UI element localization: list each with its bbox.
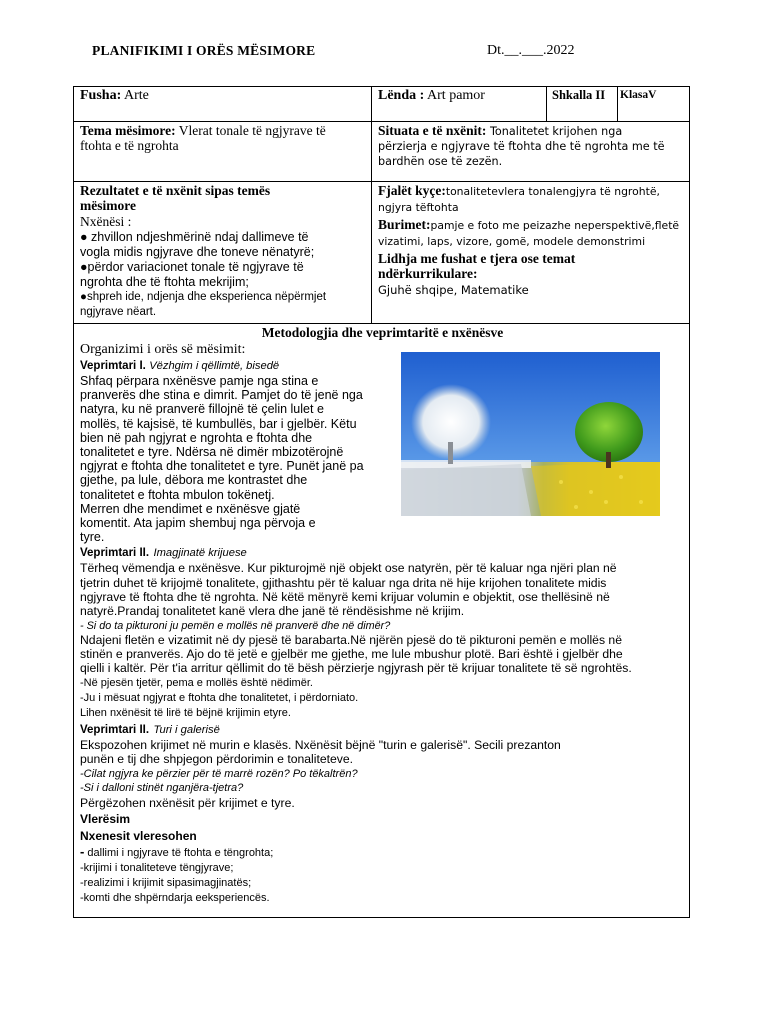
activity-2-step: -Ju i mësuat ngjyrat e ftohta dhe tonalitetet, i përdorniato. (80, 691, 359, 704)
activity-1-subtitle: Vëzhgim i qëllimtë, bisedë (149, 360, 280, 372)
activity-1-line: mollës, të kajsisë, të kumbullës, bar i gjelbër. Këtu (80, 416, 357, 431)
activity-1-line: pranverës dhe stina e dimrit. Pamjet do të jenë nga (80, 388, 363, 403)
column-divider (371, 86, 372, 323)
activity-2-label: Veprimtari II. (80, 547, 150, 560)
row-divider (73, 121, 690, 122)
activity-3-question: -Cilat ngjyra ke përzier për të marrë rozën? Po tëkaltrën? (80, 767, 358, 780)
activity-2-text-b (80, 633, 685, 676)
nxenesi-label: Nxënësi : (80, 214, 132, 229)
date-field: Dt.__.___.2022 (487, 43, 575, 58)
evaluation-item: -komti dhe shpërndarja eeksperiencës. (80, 891, 270, 904)
activity-3-subtitle: Turi i galerisë (153, 723, 220, 736)
activity-2-step: -Në pjesën tjetër, pema e mollës është nëdimër. (80, 676, 313, 689)
evaluation-subtitle: Nxenesit vleresohen (80, 828, 197, 843)
outcome-line: ● zhvillon ndjeshmërinë ndaj dallimeve të (80, 230, 309, 244)
situata-value: Tonalitetet krijohen nga (490, 125, 623, 138)
activity-3-question: -Si i dalloni stinët nganjëra-tjetra? (80, 781, 244, 794)
activity-1-line: tonalitetet e ftohta mbulon tokënetj. (80, 487, 275, 502)
lenda-value: Art pamor (427, 88, 485, 103)
evaluation-dash: - (80, 843, 85, 859)
evaluation-item: -realizimi i krijimit sipasimagjinatës; (80, 876, 252, 889)
lidhja-value: Gjuhë shqipe, Matematike (378, 283, 529, 297)
activity-2-line: Tërheq vëmendja e nxënësve. Kur pikturojmë një objekt ose natyrën, për të kaluar nga njëri plan në (80, 561, 617, 576)
fjalet-label: Fjalët kyçe: (378, 183, 446, 198)
burimet-value-line: vizatimi, laps, vizore, gomë, modele demonstrimi (378, 235, 646, 248)
activity-1-line: bien në pah ngjyrat e ngrohta e ftohta dhe (80, 430, 313, 445)
rezultatet-cell (80, 183, 368, 320)
fjalet-cell (378, 183, 688, 299)
activity-2-step: Lihen nxënësit të lirë të bëjnë krijimin etyre. (80, 706, 291, 719)
row-divider (73, 181, 690, 182)
organizimi-label: Organizimi i orës së mësimit: (80, 342, 246, 357)
activity-1-text (80, 374, 380, 544)
seasons-landscape-photo (401, 352, 660, 516)
burimet-value: pamje e foto me peizazhe neperspektivë,fletë (430, 219, 680, 232)
activity-2-question: - Si do ta pikturoni ju pemën e mollës në pranverë dhe në dimër? (80, 619, 391, 632)
activity-2-line: ngjyrave të ftohta dhe të ngrohta. Në këtë mënyrë kemi krijuar volumin e objektit, ose thellësinë në (80, 590, 610, 605)
outcome-line: ●përdor variacionet tonale të ngjyrave të (80, 260, 304, 274)
activity-2-line: natyrë.Prandaj tonalitetet kanë vlera dhe janë të rëndësishme në krijim. (80, 604, 465, 619)
evaluation-item: -krijimi i tonaliteteve tëngjyrave; (80, 861, 234, 874)
tema-cell (80, 123, 326, 153)
activity-1-line: ngjyrat e ftohta dhe tonalitetet e tyre. Punët janë pa (80, 459, 364, 474)
column-divider (617, 86, 618, 121)
activity-3-label: Veprimtari II. (80, 723, 150, 736)
activity-3-line: Ekspozohen krijimet në murin e klasës. Nxënësit bëjnë "turin e galerisë". Secili prezanton (80, 737, 561, 752)
situata-value-line: bardhën ose të zezën. (378, 155, 503, 168)
fusha-label: Fusha: (80, 88, 122, 103)
evaluation-label: Vlerësim (80, 811, 131, 826)
activity-3-end: Përgëzohen nxënësit për krijimet e tyre. (80, 795, 295, 810)
activity-2-subtitle: Imagjinatë krijuese (153, 547, 247, 560)
activity-3-line: punën e tij dhe shpjegon përdorimin e tonaliteteve. (80, 752, 354, 767)
seasons-image (401, 352, 660, 516)
burimet-label: Burimet: (378, 217, 431, 232)
activity-2-line: tjetrin duhet të krijojmë tonalitete, gjithashtu për të kaluar nga drita në hije krijohen tonalitete midis (80, 575, 607, 590)
fusha-value: Arte (123, 88, 149, 103)
lenda-label: Lënda : (378, 88, 425, 103)
rezultatet-label: mësimore (80, 198, 136, 213)
fusha-cell (80, 88, 149, 103)
outcome-line: vogla midis ngjyrave dhe toneve nënatyrë; (80, 245, 315, 259)
lidhja-label: ndërkurrikulare: (378, 266, 478, 281)
activity-1-line: komentit. Ata japim shembuj nga përvoja e (80, 516, 316, 531)
activity-2-line: Ndajeni fletën e vizatimit në dy pjesë të barabarta.Në njërën pjesë do të pikturoni pemën e mollës në (80, 632, 622, 647)
activity-1-line: Shfaq përpara nxënësve pamje nga stina e (80, 374, 319, 388)
lidhja-label: Lidhja me fushat e tjera ose temat (378, 251, 576, 266)
tema-value: Vlerat tonale të ngjyrave të (178, 123, 326, 138)
activity-2-line: stinën e pranverës. Ajo do të jetë e gjelbër me gjethe, me lule mbushur plotë. Bari është i gjelbër dhe (80, 646, 623, 661)
fjalet-value: tonalitetevlera tonalengjyra të ngrohtë, (445, 185, 660, 198)
activity-1-line: natyra, ku në pranverë fillojnë të çelin lulet e (80, 402, 324, 417)
outcome-line: ngrohta dhe të ftohta mekrijim; (80, 275, 249, 289)
situata-label: Situata e të nxënit: (378, 123, 487, 138)
shkalla-label: Shkalla II (552, 88, 606, 102)
page-title: PLANIFIKIMI I ORËS MËSIMORE (92, 43, 316, 58)
column-divider (546, 86, 547, 121)
situata-value-line: përzierja e ngjyrave të ftohta dhe të ngrohta me të (378, 140, 665, 153)
activity-2-line: qielli i kaltër. Për t'ia arritur qëllimit do të bësh përzierje ngjyrash për të krijuar tonalitete të së ngrohtës. (80, 661, 632, 676)
klasa-label: KlasaV (620, 89, 657, 101)
activity-1-label: Veprimtari I. (80, 360, 146, 372)
methodology-title: Metodologjia dhe veprimtaritë e nxënësve (261, 325, 504, 340)
outcome-line: ngjyrave nëart. (80, 306, 157, 318)
situata-cell (378, 123, 688, 169)
rezultatet-label: Rezultatet e të nxënit sipas temës (80, 183, 271, 198)
activity-1-line: Merren dhe mendimet e nxënësve gjatë (80, 501, 301, 516)
evaluation-item: dallimi i ngjyrave të ftohta e tëngrohta; (84, 846, 274, 859)
tema-value-line: ftohta e të ngrohta (80, 138, 179, 153)
lenda-cell (378, 88, 485, 103)
fjalet-value-line: ngjyra tëftohta (378, 201, 459, 214)
row-divider (73, 323, 690, 324)
outcome-line: ●shpreh ide, ndjenja dhe eksperienca nëpërmjet (80, 291, 327, 303)
activity-1-line: tyre. (80, 530, 105, 545)
tema-label: Tema mësimore: (80, 123, 176, 138)
activity-1-line: tonalitetet e tyre. Ndërsa në dimër mbizotërojnë (80, 445, 344, 460)
activity-1-line: gjethe, pa lule, dëbora me kontrastet dhe (80, 473, 308, 488)
activity-2-text (80, 561, 685, 618)
